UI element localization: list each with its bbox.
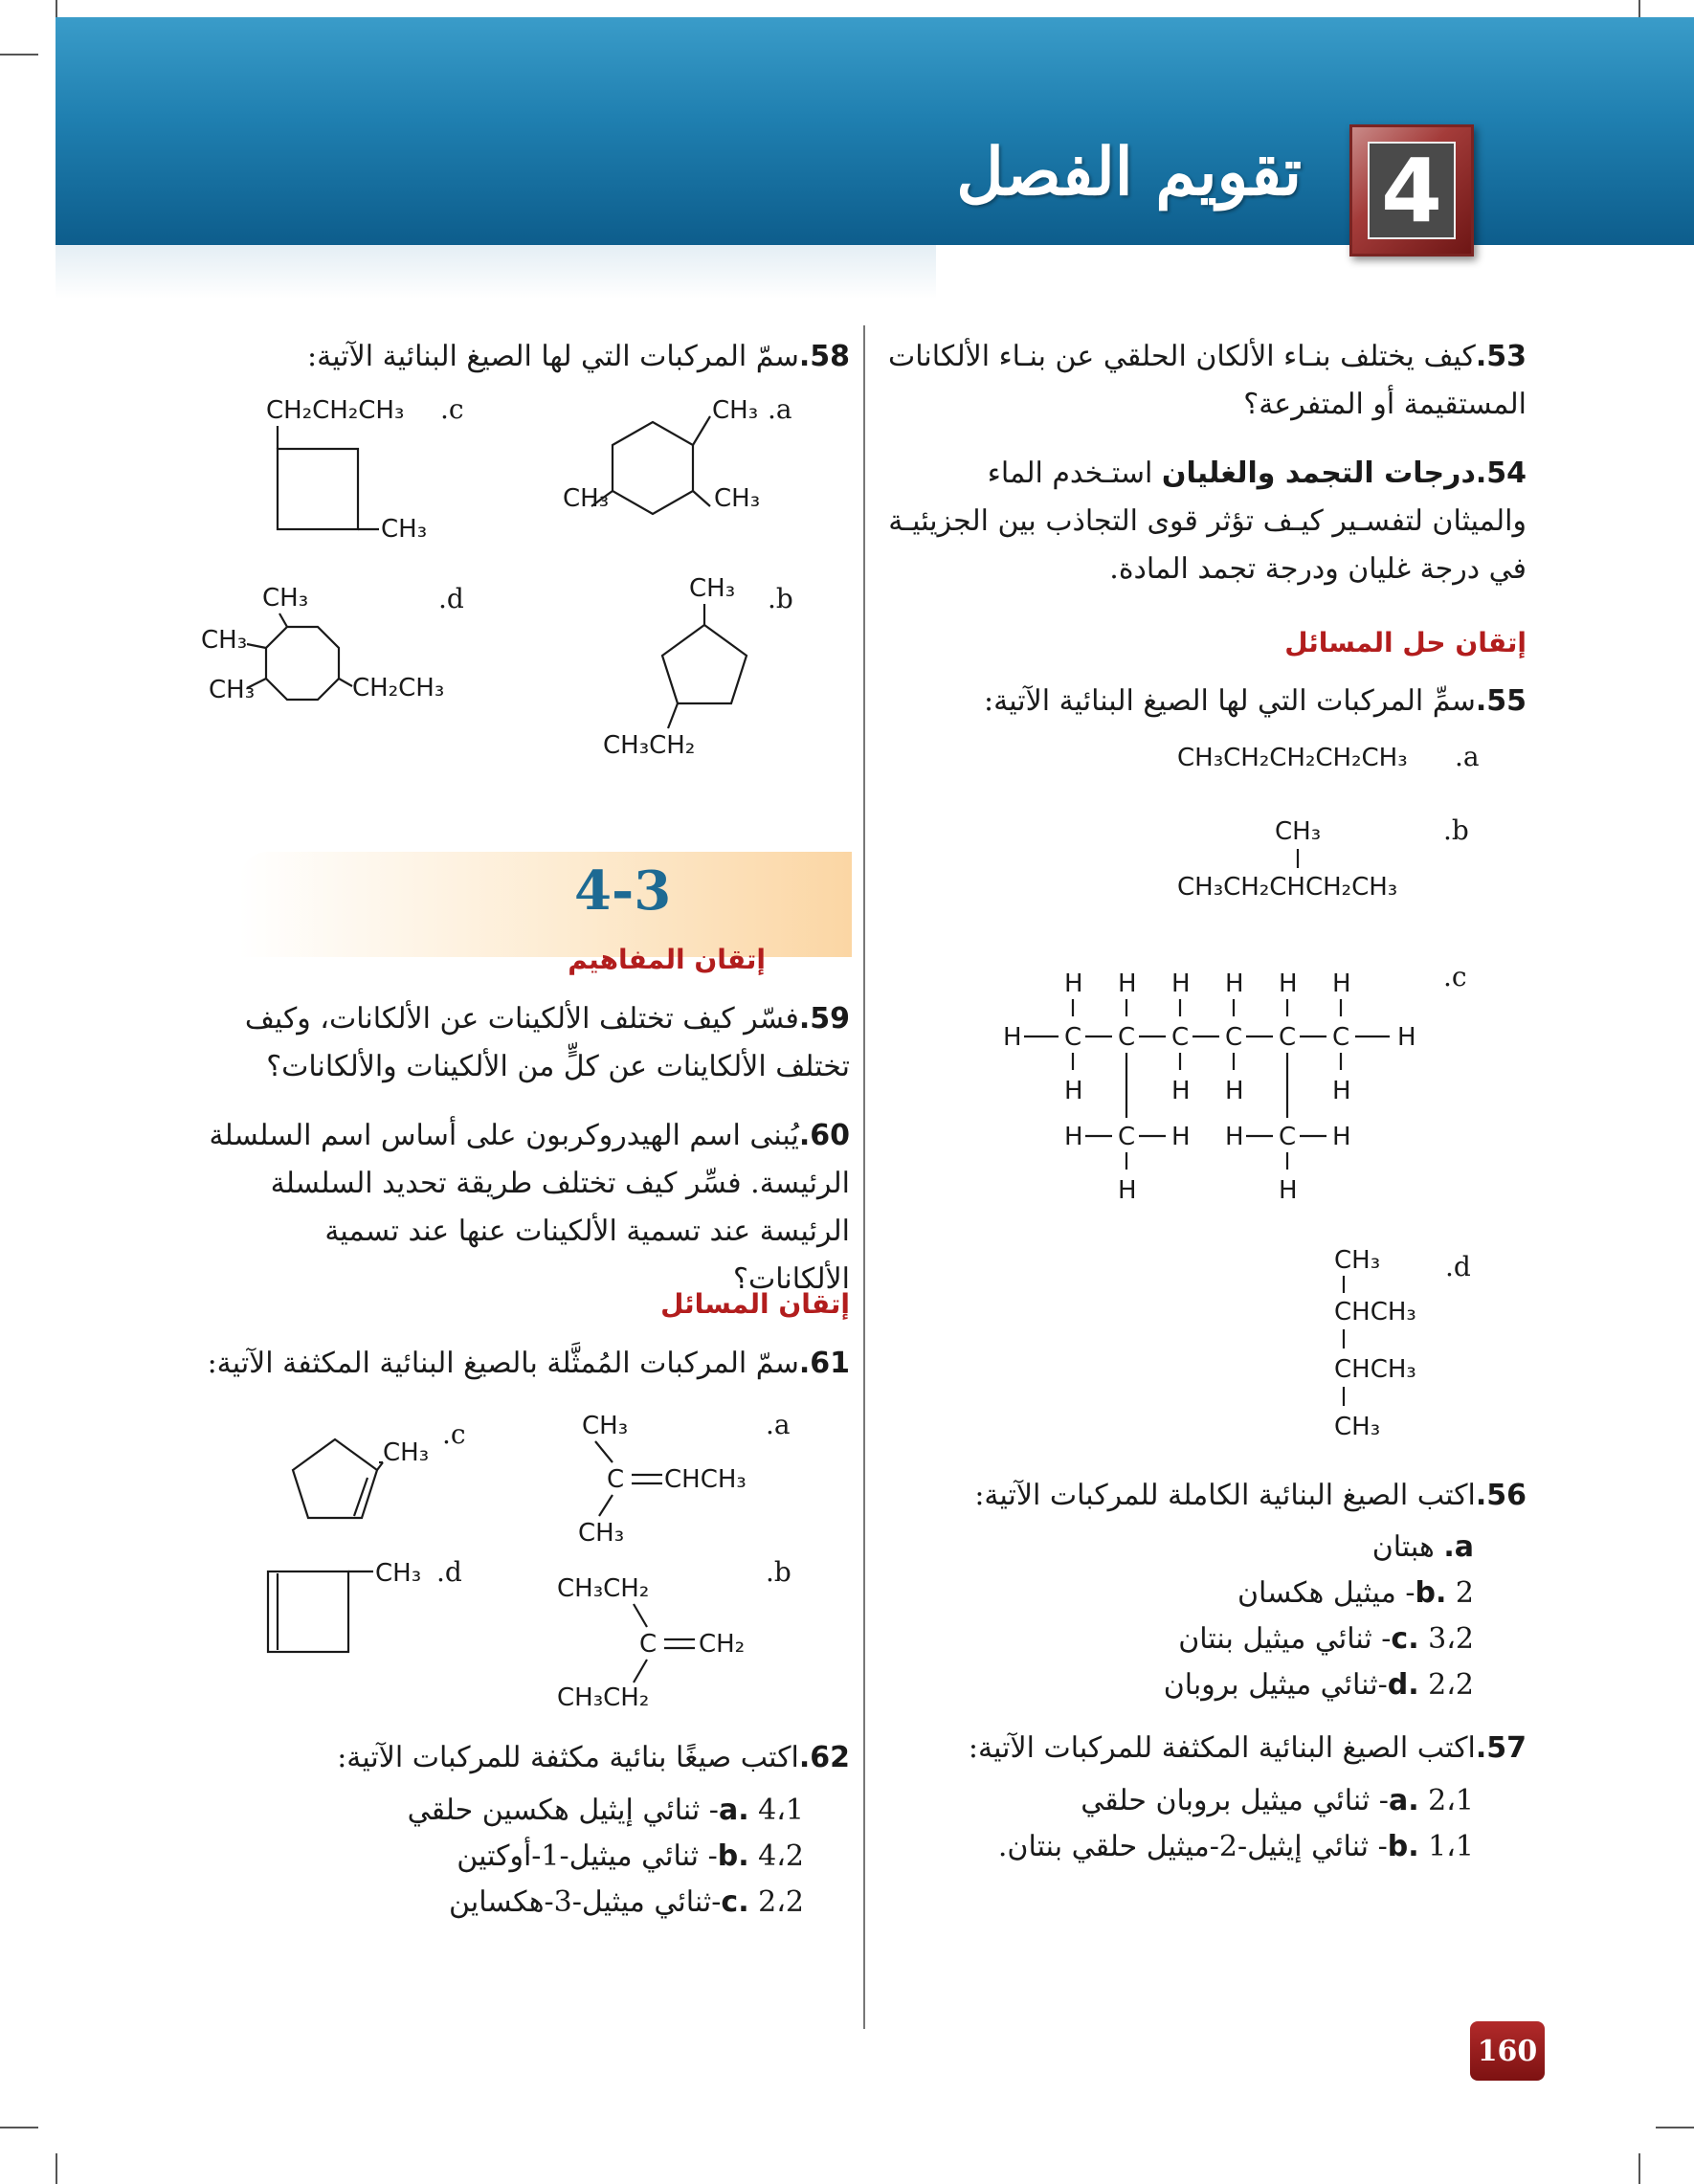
option-label: .b [766, 1556, 791, 1588]
option-item: a. 2،1- ثنائي ميثيل بروبان حلقي [1081, 1784, 1474, 1817]
section-heading: إتقان حل المسائل [1284, 627, 1527, 658]
option-label: .b [768, 583, 793, 614]
option-label: .a [766, 1409, 791, 1440]
q62-options [316, 1788, 804, 1926]
svg-text:C: C [1171, 1023, 1190, 1052]
formula-text: CH₃ [712, 396, 759, 425]
formula-text: CH₃ [209, 676, 256, 704]
formula-text: CH₃CH₂ [603, 731, 696, 760]
question-57: 57.اكتب الصيغ البنائية المكثفة للمركبات الآتية: [968, 1731, 1527, 1765]
question-53: 53.كيف يختلف بنـاء الألكان الحلقي عن بنـاء الألكانات المستقيمة أو المتفرعة؟ [888, 340, 1527, 421]
svg-text:H: H [1225, 969, 1244, 998]
bond [339, 679, 352, 686]
option-item: c. 2،2-ثنائي ميثيل-3-هكساين [449, 1885, 804, 1919]
formula-text: CH₃ [563, 484, 610, 513]
option-item: b. 1،1- ثنائي إيثيل-2-ميثيل حلقي بنتان. [997, 1830, 1474, 1863]
hydrogen-row-middle [1064, 1077, 1351, 1105]
formula-text: CH₃ [201, 626, 248, 655]
column-divider [863, 325, 865, 2029]
banner-fade [56, 245, 936, 299]
option-item: b. 2- ميثيل هكسان [1237, 1576, 1474, 1610]
svg-text:C: C [1064, 1023, 1082, 1052]
option-label: .d [436, 1556, 462, 1588]
formula-text: CHCH₃ [664, 1465, 747, 1494]
svg-text:C: C [1118, 1123, 1136, 1151]
structure-58c [258, 388, 498, 550]
bond [693, 491, 710, 506]
svg-text:H: H [1171, 969, 1191, 998]
svg-text:H: H [1225, 1123, 1244, 1151]
svg-text:H: H [1397, 1023, 1416, 1052]
cyclobutane-ring [278, 449, 358, 529]
svg-text:H: H [1279, 1176, 1298, 1205]
svg-text:H: H [1064, 1123, 1083, 1151]
svg-text:H: H [1064, 1077, 1083, 1105]
chapter-number: 4 [1368, 142, 1456, 239]
svg-text:C: C [1118, 1023, 1136, 1052]
formula-text: CH₃ [375, 1559, 422, 1588]
svg-text:H: H [1332, 1123, 1351, 1151]
option-item: a. هبتان [1371, 1530, 1474, 1564]
cyclooctane-ring [266, 627, 339, 700]
formula-text: CH₃ [714, 484, 761, 513]
svg-text:C: C [1279, 1023, 1297, 1052]
question-59: 59.فسّر كيف تختلف الألكينات عن الألكانات، وكيف تختلف الألكاينات عن كلٍّ من الألكينات والألكانات؟ [244, 1002, 850, 1083]
svg-text:H: H [1064, 969, 1083, 998]
formula-text: CH₃CH₂CHCH₂CH₃ [1177, 873, 1398, 902]
bond [668, 703, 678, 728]
chapter-number-badge [1349, 124, 1474, 256]
formula-text: CH₃ [262, 584, 309, 613]
option-item: a. 4،1- ثنائي إيثيل هكسين حلقي [407, 1794, 804, 1827]
option-item: d. 2،2-ثنائي ميثيل بروبان [1163, 1668, 1474, 1702]
section-number: 4-3 [574, 859, 672, 923]
option-label: .b [1443, 814, 1469, 846]
formula-text: CH₂CH₃ [352, 674, 445, 702]
svg-text:C: C [1225, 1023, 1243, 1052]
formula-text: CH₃ [1275, 817, 1322, 846]
structure-55b [1168, 809, 1512, 914]
bond [595, 1441, 613, 1462]
structure-58b [584, 569, 814, 761]
option-label: .c [1443, 961, 1467, 992]
cyclobutene-ring [268, 1571, 348, 1652]
svg-text:H: H [1332, 969, 1351, 998]
svg-text:H: H [1118, 969, 1137, 998]
crop-mark [56, 2153, 57, 2184]
svg-text:H: H [1279, 969, 1298, 998]
crop-mark [1656, 2127, 1694, 2128]
structure-61d [249, 1552, 507, 1686]
crop-mark [1638, 2153, 1640, 2184]
formula-text: C [607, 1465, 625, 1494]
option-label: .c [442, 1418, 466, 1450]
formula-text: CH₃ [578, 1519, 625, 1548]
structure-55c [995, 957, 1512, 1215]
bond [634, 1660, 647, 1683]
formula-text: C [639, 1630, 658, 1659]
section-heading: إتقان المفاهيم [568, 944, 766, 975]
formula-text: CH₃CH₂ [557, 1683, 650, 1712]
formula-text: CH₂ [699, 1630, 746, 1659]
option-label: .a [1455, 741, 1480, 772]
formula-text: CHCH₃ [1334, 1298, 1416, 1326]
question-62: 62.اكتب صيغًا بنائية مكثفة للمركبات الآتية: [337, 1741, 850, 1774]
formula-text: CH₃ [689, 574, 736, 603]
svg-text:H: H [1171, 1123, 1191, 1151]
formula-text: CH₃ [381, 515, 428, 544]
svg-text:C: C [1332, 1023, 1350, 1052]
formula-text: CH₃CH₂ [557, 1574, 650, 1603]
question-56: 56.اكتب الصيغ البنائية الكاملة للمركبات الآتية: [974, 1479, 1527, 1512]
cyclohexane-ring [613, 422, 693, 514]
formula-text: CH₂CH₂CH₃ [266, 396, 405, 425]
svg-text:C: C [1279, 1123, 1297, 1151]
structure-61b [555, 1552, 814, 1725]
option-label: .d [438, 583, 464, 614]
svg-text:H: H [1118, 1176, 1137, 1205]
cyclopentane-ring [662, 625, 747, 703]
formula-text: CH₃ [1334, 1413, 1381, 1441]
formula-text: CH₃ [383, 1438, 430, 1467]
svg-text:H: H [1171, 1077, 1191, 1105]
question-58: 58.سمّ المركبات التي لها الصيغ البنائية الآتية: [307, 340, 850, 373]
crop-mark [0, 54, 38, 56]
svg-text:H: H [1225, 1077, 1244, 1105]
bond [247, 644, 266, 648]
q56-options [957, 1525, 1474, 1708]
structure-55a [1168, 732, 1512, 780]
section-heading: إتقان المسائل [660, 1288, 850, 1320]
formula-text: CH₃ [582, 1412, 629, 1440]
crop-mark [0, 2127, 38, 2128]
option-label: .a [768, 393, 792, 425]
formula-text: CH₃ [1334, 1246, 1381, 1275]
structure-55d [1321, 1239, 1512, 1450]
cyclopentene-ring [293, 1439, 377, 1518]
structure-58d [191, 579, 498, 723]
structure-61c [249, 1405, 507, 1558]
hydrogen-row-top [1064, 969, 1351, 998]
question-60: 60.يُبنى اسم الهيدروكربون على أساس اسم السلسلة الرئيسة. فسِّر كيف تختلف طريقة تحديد السلسلة الرئيسة عند تسمية الألكينات عنها عند تسمية الألكانات؟ [209, 1119, 850, 1296]
bond [634, 1604, 647, 1627]
svg-text:H: H [1332, 1077, 1351, 1105]
option-item: c. 3،2- ثنائي ميثيل بنتان [1178, 1622, 1474, 1656]
double-bond [354, 1478, 368, 1516]
question-61: 61.سمّ المركبات المُمثَّلة بالصيغ البنائية المكثفة الآتية: [207, 1347, 850, 1380]
structure-61a [555, 1405, 814, 1568]
vertical-bonds-bottom [1073, 1053, 1341, 1118]
q57-options [919, 1778, 1474, 1870]
section-band [239, 852, 852, 957]
option-label: .d [1445, 1251, 1471, 1282]
question-54: 54.درجات التجمد والغليان استـخدم الماء والميثان لتفسـير كيـف تؤثر قوى التجاذب بين الجزيئيـة في درجة غليان ودرجة تجمد المادة. [888, 457, 1527, 586]
formula-text: CH₃CH₂CH₂CH₂CH₃ [1177, 744, 1408, 772]
formula-text: CHCH₃ [1334, 1355, 1416, 1384]
bond [693, 416, 710, 445]
hydrogen-row-bottom [1118, 1176, 1298, 1205]
bond [279, 613, 287, 627]
svg-text:H: H [1003, 1023, 1022, 1052]
bond [599, 1495, 613, 1516]
option-item: b. 4،2- ثنائي ميثيل-1-أوكتين [457, 1839, 804, 1873]
structure-58a [546, 388, 823, 531]
chapter-title: تقويم الفصل [956, 134, 1302, 211]
page-number: 160 [1470, 2021, 1545, 2081]
vertical-bonds-top [1073, 999, 1341, 1016]
question-55: 55.سمِّ المركبات التي لها الصيغ البنائية الآتية: [984, 684, 1527, 718]
option-label: .c [440, 393, 464, 425]
